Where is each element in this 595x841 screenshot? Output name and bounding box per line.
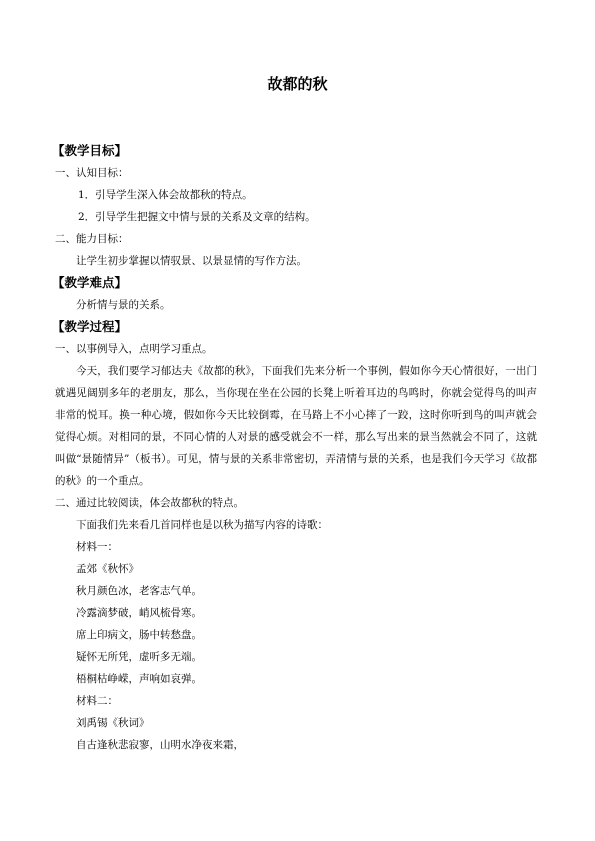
section-heading-process: 【教学过程】 bbox=[52, 319, 128, 334]
poem2-line: 自古逢秋悲寂寥，山明水净夜来霜， bbox=[76, 739, 244, 751]
poem1-line: 秋月颜色冰，老客志气单。 bbox=[76, 585, 202, 597]
material1-label: 材料一： bbox=[76, 541, 118, 553]
section-heading-goals: 【教学目标】 bbox=[52, 143, 128, 158]
cognitive-goal-item: 1．引导学生深入体会故都秋的特点。 bbox=[78, 189, 253, 201]
step1-label: 一、以事例导入，点明学习重点。 bbox=[55, 343, 213, 355]
ability-goal-text: 让学生初步掌握以情驭景、以景显情的写作方法。 bbox=[76, 255, 307, 267]
material2-label: 材料二： bbox=[76, 695, 118, 707]
cognitive-goal-item: 2．引导学生把握文中情与景的关系及文章的结构。 bbox=[78, 211, 316, 223]
document-body bbox=[52, 140, 537, 756]
poem2-author: 刘禹锡《秋词》 bbox=[76, 717, 150, 729]
section-heading-difficulty: 【教学难点】 bbox=[52, 275, 128, 290]
step1-paragraph: 今天，我们要学习郁达夫《故都的秋》，下面我们先来分析一个事例，假如你今天心情很好，一出门就遇见阔别多年的老朋友，那么，当你现在坐在公园的长凳上听着耳边的鸟鸣时，你就会觉得鸟的叫声非常的悦耳。换一种心境，假如你今天比较倒霉，在马路上不小心摔了一跤，这时你听到鸟的叫声就会觉得心烦。对相同的景，不同心情的人对景的感受就会不一样，那么写出来的景当然就会不同了，这就叫做“景随情异”（板书）。可见，情与景的关系非常密切，弄清情与景的关系，也是我们今天学习《故都的秋》的一个重点。 bbox=[55, 365, 537, 487]
poem1-line: 疑怀无所凭，虚听多无端。 bbox=[76, 651, 202, 663]
difficulty-text: 分析情与景的关系。 bbox=[76, 299, 171, 311]
poem1-line: 冷露滴梦破，峭风梳骨寒。 bbox=[76, 607, 202, 619]
poem1-line: 席上印病文，肠中转愁盘。 bbox=[76, 629, 202, 641]
ability-goals-label: 二、能力目标： bbox=[55, 233, 129, 245]
poem1-line: 梧桐枯峥嵘，声响如哀弹。 bbox=[76, 673, 202, 685]
cognitive-goals-label: 一、认知目标： bbox=[55, 167, 129, 179]
step2-label: 二、通过比较阅读，体会故都秋的特点。 bbox=[55, 497, 244, 509]
step2-intro: 下面我们先来看几首同样也是以秋为描写内容的诗歌： bbox=[76, 519, 328, 531]
poem1-author: 孟郊《秋怀》 bbox=[76, 563, 139, 575]
document-title: 故都的秋 bbox=[267, 75, 328, 93]
